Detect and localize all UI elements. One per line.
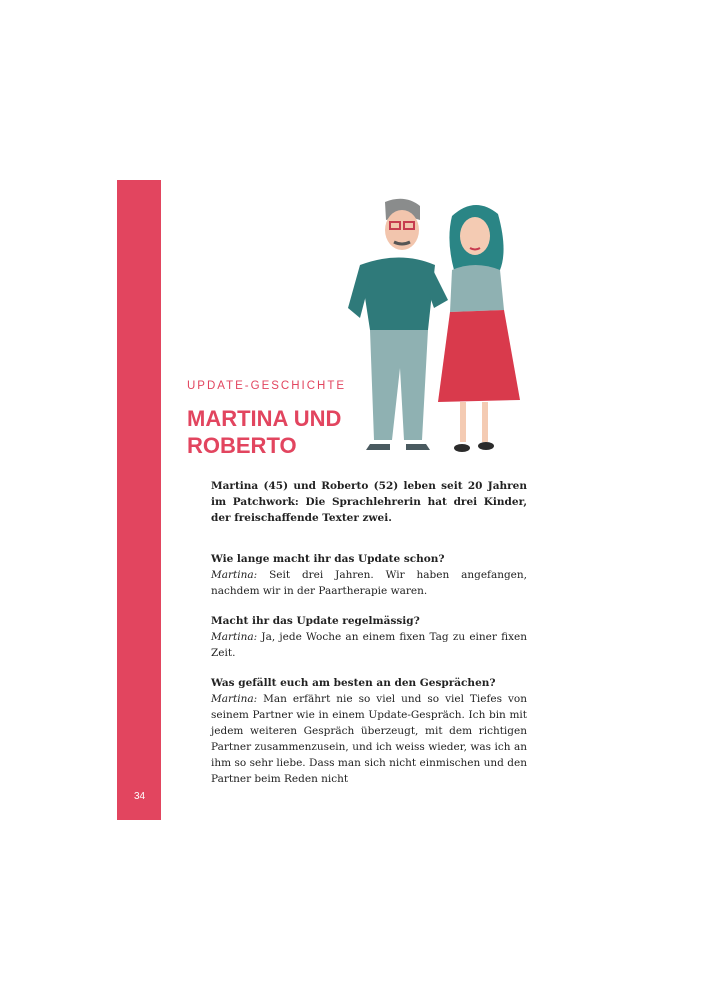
couple-illustration (330, 190, 530, 470)
question-2: Macht ihr das Update regelmässig? (211, 615, 420, 627)
question-1: Wie lange macht ihr das Update schon? (211, 553, 445, 565)
title-line-2: ROBERTO (187, 433, 297, 458)
answer-1 (211, 567, 527, 599)
title-line-1: MARTINA UND (187, 406, 342, 431)
man-figure (348, 199, 448, 450)
speaker-label: Martina: (211, 693, 258, 705)
answer-text: Seit drei Jahren. Wir haben angefangen, nachdem wir in der Paartherapie waren. (211, 569, 527, 597)
answer-text: Man erfährt nie so viel und so viel Tiefes von seinem Partner wie in einem Update-Gespräch. Ich bin mit jedem weiteren Gespräch überzeugt, mit dem richtigen Partner zusammenzusein, und ich weiss wieder, was ich an ihm so sehr liebe. Dass man sich nicht einmischen und den Partner beim Reden nicht (211, 693, 527, 785)
answer-3 (211, 691, 527, 787)
page-number: 34 (134, 791, 146, 802)
speaker-label: Martina: (211, 569, 258, 581)
answer-text: Ja, jede Woche an einem fixen Tag zu einer fixen Zeit. (211, 631, 527, 659)
page-title (187, 405, 357, 459)
article-body (211, 478, 527, 801)
article-lead: Martina (45) und Roberto (52) leben seit 20 Jahren im Patchwork: Die Sprachlehrerin hat drei Kinder, der freischaffende Texter zwei. (211, 480, 527, 524)
answer-2 (211, 629, 527, 661)
sidebar-color-band (117, 180, 161, 820)
question-3: Was gefällt euch am besten an den Gesprächen? (211, 677, 496, 689)
woman-figure (438, 205, 520, 452)
speaker-label: Martina: (211, 631, 258, 643)
section-kicker: UPDATE-GESCHICHTE (187, 380, 347, 392)
